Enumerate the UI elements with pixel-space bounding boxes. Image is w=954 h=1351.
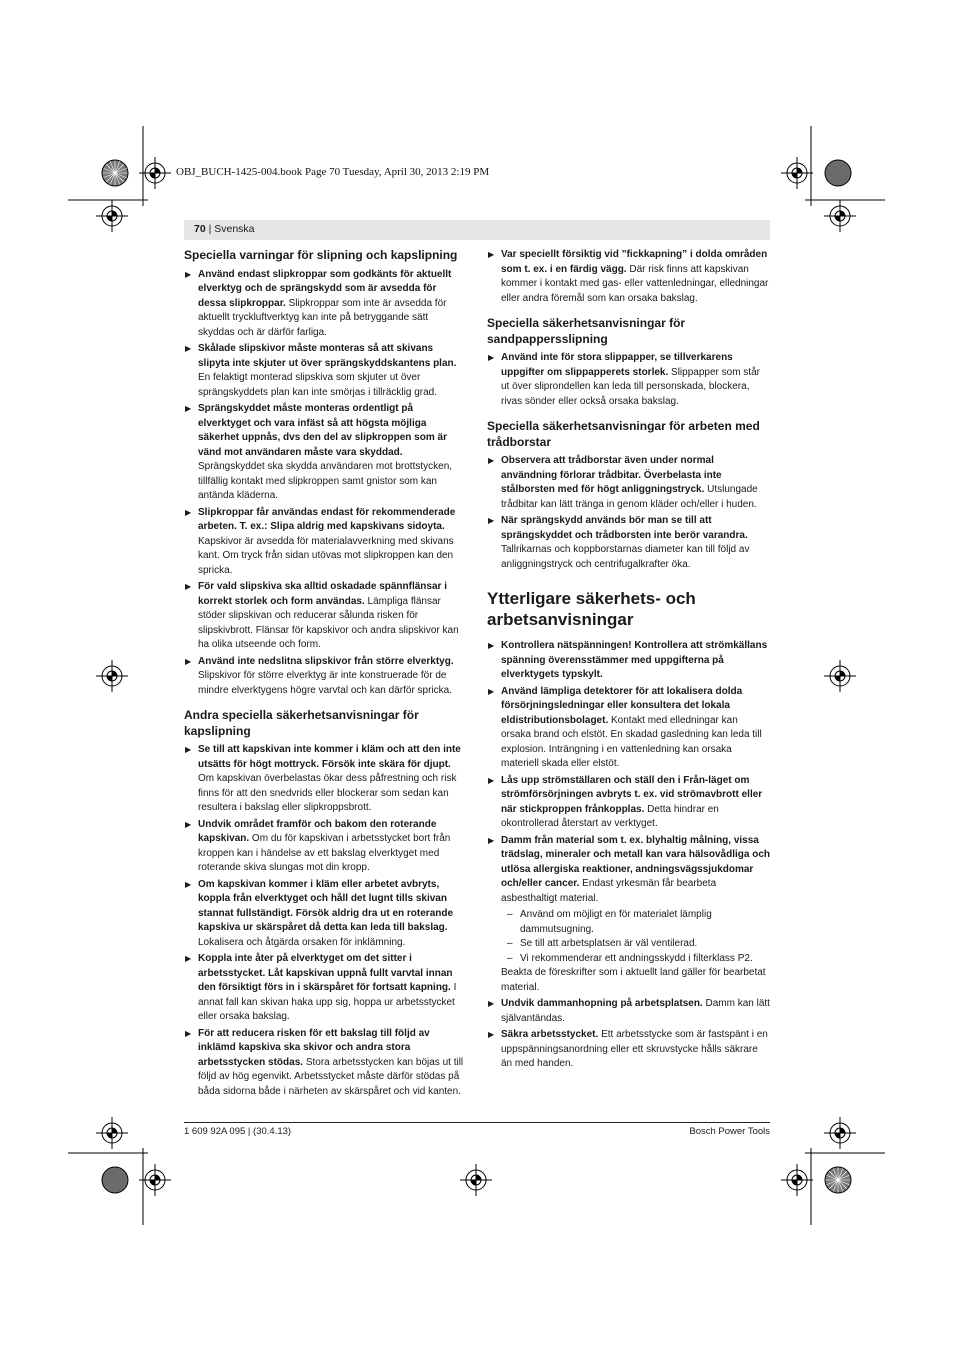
- dash-item-text: Vi rekommenderar ett andningsskydd i filterklass P2.: [520, 952, 753, 964]
- bullet-arrow-icon: ▶: [185, 507, 192, 517]
- bullet-arrow-icon: ▶: [488, 999, 495, 1008]
- warning-explanation: Detta hindrar en okontrollerad återstart av verktyget.: [501, 803, 719, 829]
- page-number: 70: [194, 223, 206, 235]
- warning-item: [487, 639, 770, 683]
- bullet-arrow-icon: ▶: [185, 404, 192, 413]
- dash-bullet: –: [507, 909, 513, 920]
- warning-bold-text: Lås upp strömställaren och ställ den i Från-läget om strömförsörjningen avbryts t. ex. vid strömavbrott eller när stickproppen frånkopplas.: [501, 774, 763, 815]
- warning-explanation: Kapskivor är avsedda för materialavverkning med skivans kant. Om tryck från sidan utövas mot slipkroppen kan den spricka.: [198, 535, 454, 576]
- dash-bullet: –: [507, 938, 513, 949]
- bullet-arrow-icon: ▶: [185, 582, 192, 591]
- warning-bold-text: Säkra arbetsstycket.: [501, 1029, 599, 1040]
- warning-bold-text: Kontrollera nätspänningen! Kontrollera att strömkällans spänning överensstämmer med uppgifterna på elverktygets typskylt.: [501, 640, 768, 680]
- warning-item: [487, 1028, 770, 1072]
- bullet-arrow-icon: ▶: [185, 269, 192, 279]
- printer-info-line: OBJ_BUCH-1425-004.book Page 70 Tuesday, April 30, 2013 2:19 PM: [176, 166, 490, 178]
- warning-item: [184, 402, 467, 504]
- warning-bold-text: Sprängskyddet måste monteras ordentligt på elverktyget och vara infäst så att högsta möjliga säkerhet uppnås, dvs den del av slipkroppen som är vänd mot användaren måste vara skyddad.: [198, 403, 447, 458]
- bullet-arrow-icon: ▶: [488, 775, 495, 785]
- warning-bold-text: För vald slipskiva ska alltid oskadade spännflänsar i korrekt storlek och form användas.: [198, 581, 447, 607]
- footer-brand: Bosch Power Tools: [689, 1126, 770, 1137]
- warning-bold-text: Skålade slipskivor måste monteras så att skivans slipyta inte skjuter ut över sprängskyddskantens plan.: [198, 343, 457, 369]
- bullet-arrow-icon: ▶: [185, 879, 192, 889]
- warning-explanation: Utslungade trådbitar kan lätt tränga in genom kläder och/eller i huden.: [501, 484, 758, 510]
- warning-item: [487, 774, 770, 832]
- warning-explanation: Damm kan lätt självantändas.: [501, 998, 770, 1024]
- warning-bold-text: Använd endast slipkroppar som godkänts för aktuellt elverktyg och de sprängskydd som är avsedda för dessa slipkroppar.: [198, 268, 452, 309]
- warning-item: [184, 743, 467, 816]
- warning-item: [487, 685, 770, 772]
- warning-bold-text: Undvik dammanhopning på arbetsplatsen.: [501, 998, 703, 1009]
- subsection-heading: Speciella säkerhetsanvisningar för arbeten med trådborstar: [487, 419, 760, 449]
- warning-explanation: Om du för kapskivan i arbetsstycket bort från kroppen kan i händelse av ett bakslag elverktyget med roterande skiva slungas mot din kropp.: [198, 833, 451, 873]
- header-separator: |: [205, 223, 215, 235]
- left-column: [184, 248, 467, 1101]
- warning-item: [487, 834, 770, 907]
- warning-item: [184, 818, 467, 876]
- bullet-arrow-icon: ▶: [185, 1028, 192, 1038]
- warning-explanation: Där risk finns att kapskivan kommer i kontakt med gas- eller vattenledningar, elledningar eller andra föremål som kan orsaka bakslag.: [501, 263, 769, 304]
- bullet-arrow-icon: ▶: [488, 835, 495, 845]
- warning-bold-text: Undvik området framför och bakom den roterande kapskivan.: [198, 818, 437, 844]
- dash-item-text: Använd om möjligt en för materialet lämplig dammutsugning.: [520, 909, 712, 935]
- warning-bold-text: Damm från material som t. ex. blyhaltig målning, vissa trädslag, mineraler och metall kan vara hälsovådliga och utlösa allergiska reaktioner, andningsvägssjukdomar och/eller cancer.: [501, 834, 770, 889]
- warning-explanation: I annat fall kan skivan haka upp sig, hoppa ur arbetsstycket eller orsaka bakslag.: [198, 982, 457, 1022]
- warning-explanation: Lämpliga flänsar stöder slipskivan och reducerar sålunda risken för slipskivbrott. Flänsar för kapskivor och andra slipskivor kan ha olika utseende och form.: [198, 595, 459, 650]
- warning-explanation: Ett arbetsstycke som är fastspänt i en uppspänningsanordning eller ett skruvstycke hålls säkrare än med handen.: [501, 1029, 768, 1069]
- subsection-heading: Speciella säkerhetsanvisningar för sandpappersslipning: [487, 316, 686, 346]
- warning-explanation: Sprängskyddet ska skydda användaren mot brottstycken, tillfällig kontakt med slipkroppen samt gnistor som kan antända kläderna.: [198, 461, 453, 501]
- subsection-heading: Speciella varningar för slipning och kapslipning: [184, 248, 458, 262]
- bullet-arrow-icon: ▶: [488, 353, 495, 362]
- footer-rule: [184, 1122, 770, 1123]
- bullet-arrow-icon: ▶: [488, 686, 495, 696]
- warning-bold-text: Använd inte nedslitna slipskivor från större elverktyg.: [198, 655, 454, 667]
- dash-bullet: –: [507, 952, 513, 964]
- dash-list-item: [487, 952, 770, 967]
- section-heading: Ytterligare säkerhets- och arbetsanvisningar: [487, 589, 696, 629]
- warning-explanation: Lokalisera och åtgärda orsaken för inklämning.: [198, 936, 406, 948]
- warning-bold-text: Slipkroppar får användas endast för rekommenderade arbeten. T. ex.: Slipa aldrig med kapskivans sidoyta.: [198, 506, 456, 532]
- bullet-arrow-icon: ▶: [185, 656, 192, 666]
- warning-item: [487, 454, 770, 512]
- warning-bold-text: När sprängskydd används bör man se till att sprängskyddet och trådborsten inte berör varandra.: [501, 515, 748, 541]
- warning-explanation: Slipkroppar som inte är avsedda för aktuellt tryckluftverktyg kan inte på betryggande sätt skyddas och är därför farliga.: [198, 297, 447, 338]
- warning-item: [487, 514, 770, 572]
- warning-bold-text: Koppla inte åter på elverktyget om det sitter i arbetsstycket. Låt kapskivan uppnå fullt varvtal innan den försiktigt förs in i skärspåret för fortsatt kapning.: [198, 953, 453, 993]
- dash-list-item: [487, 937, 770, 952]
- warning-explanation: Slippapper som står ut över sliprondellen kan leda till personskada, blockera, rivas sönder eller också orsaka bakslag.: [501, 366, 760, 407]
- running-header-bar: [184, 220, 770, 240]
- warning-item: [184, 268, 467, 341]
- subsection-heading: Andra speciella säkerhetsanvisningar för kapslipning: [184, 708, 419, 738]
- bullet-arrow-icon: ▶: [185, 954, 192, 963]
- bullet-arrow-icon: ▶: [185, 819, 192, 829]
- warning-item: [487, 351, 770, 409]
- warning-item: [184, 655, 467, 699]
- warning-bold-text: För att reducera risken för ett bakslag till följd av inklämd kapskiva ska skivor och andra stora arbetsstycken stödas.: [198, 1027, 430, 1068]
- warning-bold-text: Använd inte för stora slippapper, se tillverkarens uppgifter om slippapperets storlek.: [501, 352, 733, 378]
- warning-item: [184, 1027, 467, 1100]
- warning-item: [184, 952, 467, 1025]
- warning-explanation: Slipskivor för större elverktyg är inte konstruerade för de mindre elverktygens högre varvtal och kan därför spricka.: [198, 670, 453, 696]
- dash-item-text: Se till att arbetsplatsen är väl ventilerad.: [520, 938, 698, 949]
- warning-explanation: Tallrikarnas och koppborstarnas diameter kan till följd av anliggningstryck och centrifugalkrafter öka.: [501, 544, 750, 570]
- warning-bold-text: Observera att trådborstar även under normal användning förlorar trådbitar. Överbelasta inte stålborsten med för högt anliggningstryck.: [501, 455, 722, 495]
- paragraph: Beakta de föreskrifter som i aktuellt land gäller för bearbetat material.: [501, 967, 766, 993]
- warning-item: [487, 248, 770, 306]
- bullet-arrow-icon: ▶: [185, 745, 192, 754]
- warning-item: [184, 878, 467, 951]
- warning-item: [184, 580, 467, 653]
- warning-bold-text: Om kapskivan kommer i kläm eller arbetet avbryts, koppla från elverktyget och håll det lugnt tills skivan stannat fullständigt. Försök aldrig dra ut en roterande kapskiva ur skärspåret då detta kan leda till bakslag.: [198, 878, 454, 933]
- warning-bold-text: Se till att kapskivan inte kommer i kläm och att den inte utsätts för högt mottryck. Försök inte skära för djupt.: [198, 744, 461, 770]
- warning-item: [184, 342, 467, 400]
- warning-explanation: Endast yrkesmän får bearbeta asbesthaltigt material.: [501, 878, 717, 904]
- running-header: [194, 223, 255, 235]
- warning-explanation: Stora arbetsstycken kan böjas ut till följd av hög egenvikt. Arbetsstycket måste därför stödas på båda sidorna både i närheten av skärspåret och vid kanten.: [198, 1056, 464, 1097]
- footer-doc-number: 1 609 92A 095 | (30.4.13): [184, 1126, 292, 1137]
- bullet-arrow-icon: ▶: [488, 250, 495, 259]
- warning-item: [487, 997, 770, 1026]
- bullet-arrow-icon: ▶: [488, 456, 495, 465]
- warning-bold-text: Använd lämpliga detektorer för att lokalisera dolda försörjningsledningar eller konsultera det lokala eldistributionsbolaget.: [501, 685, 743, 726]
- section-name: Svenska: [214, 223, 255, 235]
- dash-list-item: [487, 908, 770, 937]
- warning-bold-text: Var speciellt försiktig vid ”fickkapning” i dolda områden som t. ex. i en färdig vägg.: [501, 249, 768, 275]
- warning-explanation: En felaktigt monterad slipskiva som skjuter ut över sprängskyddets plan kan inte smörjas i tillräcklig grad.: [198, 372, 437, 398]
- right-column: [487, 248, 770, 1074]
- warning-item: [184, 506, 467, 579]
- bullet-arrow-icon: ▶: [488, 1030, 495, 1039]
- bullet-arrow-icon: ▶: [185, 344, 192, 353]
- bullet-arrow-icon: ▶: [488, 641, 495, 650]
- bullet-arrow-icon: ▶: [488, 516, 495, 525]
- warning-explanation: Om kapskivan överbelastas ökar dess påfrestning och risk finns för att den snedvrids eller blockerar som sedan kan resultera i bakslag eller slipkroppsbrott.: [198, 773, 457, 813]
- warning-explanation: Kontakt med elledningar kan orsaka brand och elstöt. En skadad gasledning kan leda till explosion. Inträngning i en vattenledning kan orsaka materiell skada eller elstöt.: [501, 714, 762, 769]
